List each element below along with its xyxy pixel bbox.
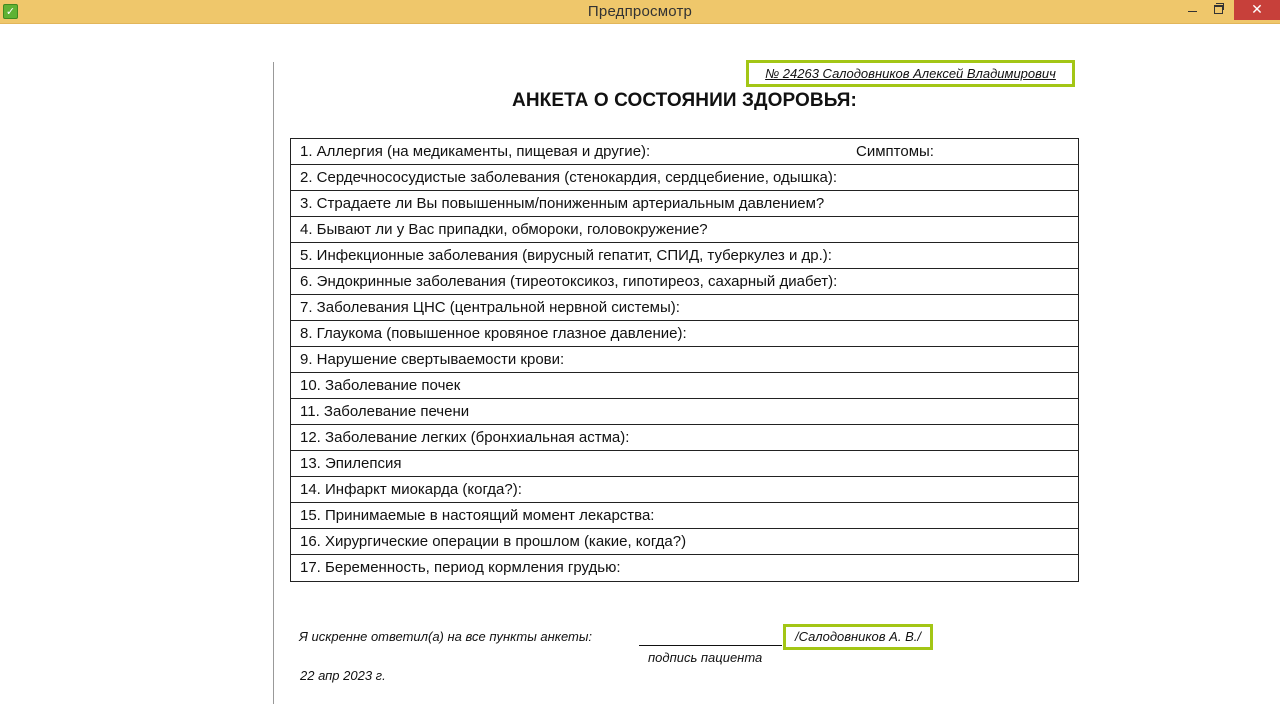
- question-text: 3. Страдаете ли Вы повышенным/пониженным артериальным давлением?: [300, 195, 825, 212]
- restore-button[interactable]: [1206, 0, 1230, 21]
- question-text: 10. Заболевание почек: [300, 377, 461, 394]
- question-text: 17. Беременность, период кормления грудью:: [300, 559, 621, 576]
- close-button[interactable]: [1234, 0, 1280, 20]
- question-row: [291, 243, 1078, 269]
- symptoms-label: Симптомы:: [856, 143, 934, 160]
- question-text: 6. Эндокринные заболевания (тиреотоксикоз, гипотиреоз, сахарный диабет):: [300, 273, 838, 290]
- minimize-icon: [1188, 11, 1197, 12]
- signature-caption: подпись пациента: [648, 650, 763, 665]
- form-date: 22 апр 2023 г.: [300, 668, 386, 683]
- question-row: [291, 373, 1078, 399]
- window-title: Предпросмотр: [587, 3, 693, 20]
- question-text: 16. Хирургические операции в прошлом (какие, когда?): [300, 533, 687, 550]
- patient-id-field[interactable]: [746, 60, 1075, 87]
- question-text: 4. Бывают ли у Вас припадки, обмороки, головокружение?: [300, 221, 708, 238]
- question-row: [291, 451, 1078, 477]
- question-text: 12. Заболевание легких (бронхиальная астма):: [300, 429, 630, 446]
- question-text: 2. Сердечнососудистые заболевания (стенокардия, сердцебиение, одышка):: [300, 169, 838, 186]
- confirmation-text: Я искренне ответил(а) на все пункты анкеты:: [299, 629, 593, 644]
- question-row: [291, 139, 1078, 165]
- question-text: 5. Инфекционные заболевания (вирусный гепатит, СПИД, туберкулез и др.):: [300, 247, 832, 264]
- question-row: [291, 555, 1078, 581]
- question-text: 13. Эпилепсия: [300, 455, 402, 472]
- question-text: 9. Нарушение свертываемости крови:: [300, 351, 565, 368]
- page-left-edge: [273, 62, 274, 704]
- signature-text: /Салодовников А. В./: [795, 629, 921, 644]
- question-row: [291, 191, 1078, 217]
- question-text: 15. Принимаемые в настоящий момент лекарства:: [300, 507, 655, 524]
- question-row: [291, 269, 1078, 295]
- question-row: [291, 321, 1078, 347]
- minimize-button[interactable]: [1180, 0, 1204, 21]
- question-row: [291, 529, 1078, 555]
- patient-id-text: № 24263 Салодовников Алексей Владимирович: [765, 66, 1056, 81]
- app-check-icon[interactable]: ✓: [3, 4, 18, 19]
- close-icon: ✕: [1251, 2, 1263, 18]
- question-row: [291, 347, 1078, 373]
- title-bar[interactable]: [0, 0, 1280, 24]
- question-text: 11. Заболевание печени: [300, 403, 470, 420]
- question-row: [291, 399, 1078, 425]
- question-text: 14. Инфаркт миокарда (когда?):: [300, 481, 522, 498]
- signature-field[interactable]: [783, 624, 933, 650]
- questions-table: [290, 138, 1079, 582]
- question-text: 1. Аллергия (на медикаменты, пищевая и другие):: [300, 143, 651, 160]
- question-row: [291, 477, 1078, 503]
- question-text: 8. Глаукома (повышенное кровяное глазное давление):: [300, 325, 687, 342]
- question-row: [291, 295, 1078, 321]
- question-text: 7. Заболевания ЦНС (центральной нервной системы):: [300, 299, 680, 316]
- question-row: [291, 165, 1078, 191]
- question-row: [291, 503, 1078, 529]
- question-row: [291, 217, 1078, 243]
- question-row: [291, 425, 1078, 451]
- signature-line: [639, 645, 782, 646]
- form-title: АНКЕТА О СОСТОЯНИИ ЗДОРОВЬЯ:: [512, 90, 857, 111]
